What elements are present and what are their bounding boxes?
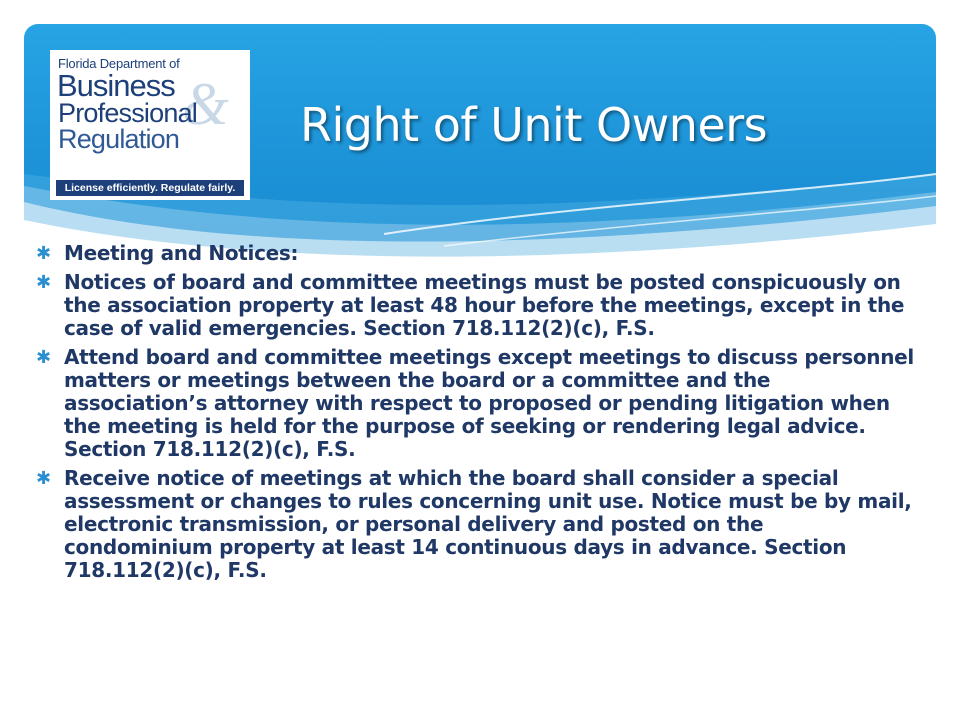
bullet-item-meeting-notices [36, 242, 916, 265]
bullet-text: Attend board and committee meetings except meetings to discuss personnel matters or meetings between the board or a committee and the association’s attorney with respect to proposed or pending litigation when the meeting is held for the purpose of seeking or rendering legal advice. Section 718.112(2)(c), F.S. [64, 345, 914, 461]
asterisk-bullet-icon: ✱ [36, 468, 51, 489]
title-banner [24, 24, 936, 264]
logo-regulation-line: Regulation [58, 124, 180, 154]
logo-department-line: Florida Department of [58, 56, 180, 71]
logo-professional-line: Professional [58, 98, 197, 128]
logo-ampersand: & [182, 71, 229, 137]
bullet-text: Receive notice of meetings at which the board shall consider a special assessment or changes to rules concerning unit use. Notice must be by mail, electronic transmission, or personal delivery and posted on the condominium property at least 14 continuous days in advance. Section 718.112(2)(c), F.S. [64, 466, 912, 582]
asterisk-bullet-icon: ✱ [36, 347, 51, 368]
bullet-item-posting-notices [36, 271, 916, 340]
slide-body [36, 242, 916, 588]
asterisk-bullet-icon: ✱ [36, 243, 51, 264]
bullet-text: Meeting and Notices: [64, 241, 299, 265]
bullet-text: Notices of board and committee meetings must be posted conspicuously on the association property at least 48 hour before the meetings, except in the case of valid emergencies. Section 718.112(2)(c), F.S. [64, 270, 905, 340]
bullet-item-attend-meetings [36, 346, 916, 461]
bullet-list [36, 242, 916, 582]
asterisk-bullet-icon: ✱ [36, 272, 51, 293]
dbpr-logo [50, 50, 250, 200]
bullet-item-receive-notice [36, 467, 916, 582]
logo-tagline: License efficiently. Regulate fairly. [56, 180, 244, 196]
logo-business-line: Business [57, 68, 175, 103]
slide-title: Right of Unit Owners [300, 98, 768, 152]
